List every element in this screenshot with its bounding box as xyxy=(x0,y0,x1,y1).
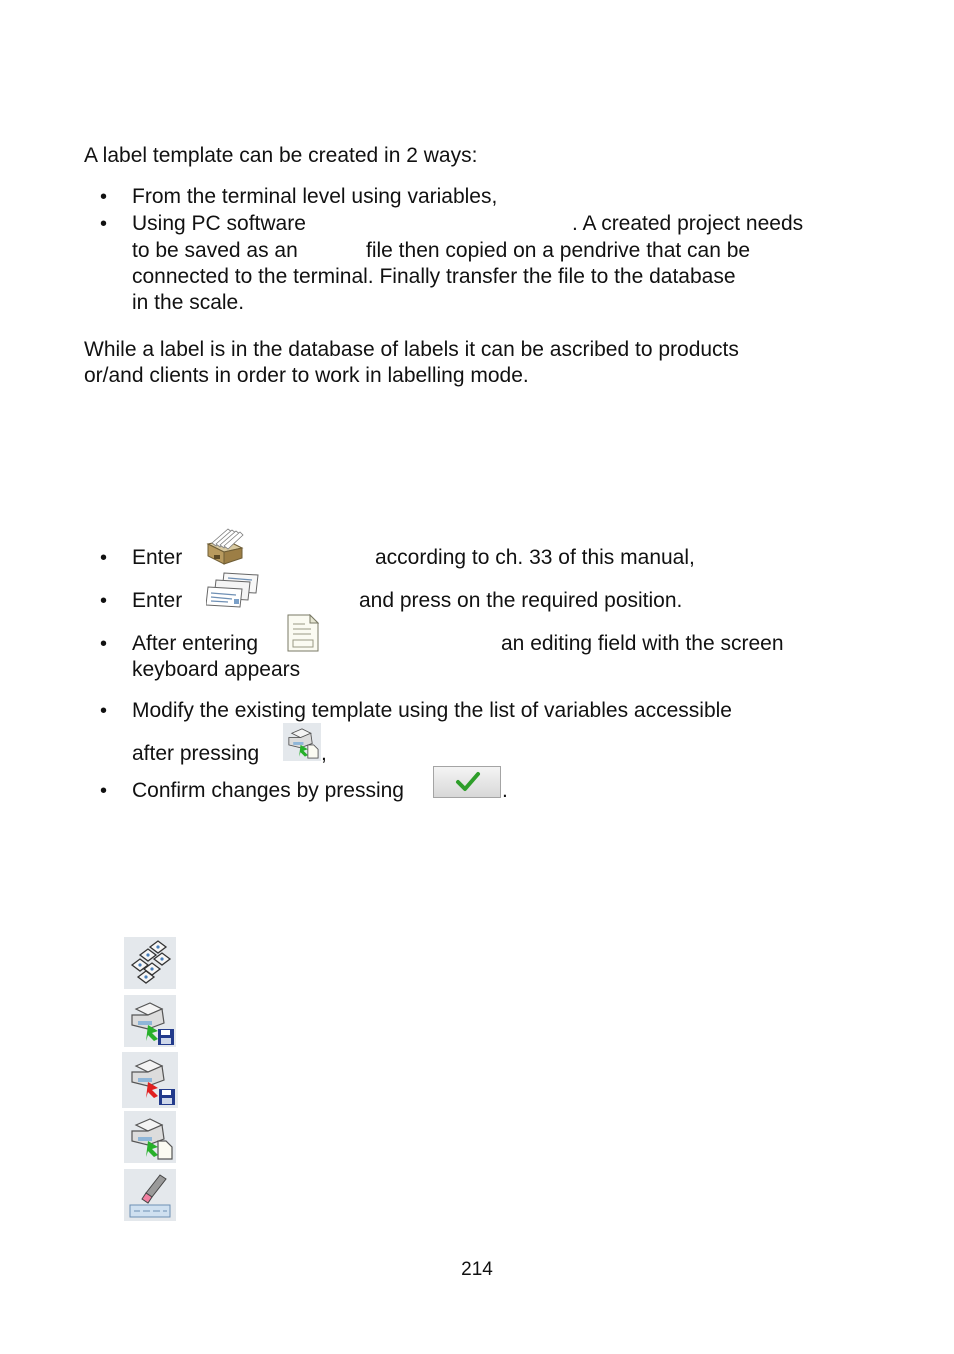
bullet: • xyxy=(100,700,108,722)
checkmark-icon xyxy=(455,771,481,793)
save-to-usb-icon xyxy=(124,995,176,1047)
step3-after: After entering xyxy=(132,632,259,655)
keyboard-icon xyxy=(124,937,176,989)
save-to-usb-icon-tile[interactable] xyxy=(124,995,176,1047)
way-item-pc-line3: connected to the terminal. Finally transfer the file to the database xyxy=(132,265,736,288)
step3-desc: an editing field with the screen xyxy=(501,632,784,655)
bullet: • xyxy=(100,780,108,802)
step5-desc: Confirm changes by pressing xyxy=(132,779,404,802)
way-item-pc: Using PC software xyxy=(132,212,306,235)
way-item-pc-line4: in the scale. xyxy=(132,291,245,314)
labels-icon xyxy=(206,571,262,611)
load-from-usb-icon xyxy=(122,1052,178,1108)
bullet: • xyxy=(100,633,108,655)
database-para-line2: or/and clients in order to work in labelling mode. xyxy=(84,364,529,387)
way-item-pc-cont: . A created project needs xyxy=(572,212,804,235)
way-item-terminal: From the terminal level using variables, xyxy=(132,185,498,208)
bullet: • xyxy=(100,590,108,612)
step4-after-pressing: after pressing xyxy=(132,742,260,765)
way-item-pc-line2a: to be saved as an xyxy=(132,239,298,262)
intro-text: A label template can be created in 2 ways: xyxy=(84,144,478,167)
step1-desc: according to ch. 33 of this manual, xyxy=(375,546,695,569)
bullet: • xyxy=(100,186,108,208)
load-from-usb-icon-tile[interactable] xyxy=(122,1052,178,1108)
step2-enter: Enter xyxy=(132,589,183,612)
way-item-pc-line2b: file then copied on a pendrive that can be xyxy=(366,239,751,262)
database-para-line1: While a label is in the database of labels it can be ascribed to products xyxy=(84,338,739,361)
step2-desc: and press on the required position. xyxy=(359,589,683,612)
step4-desc: Modify the existing template using the list of variables accessible xyxy=(132,699,732,722)
bullet: • xyxy=(100,547,108,569)
eraser-icon-tile[interactable] xyxy=(124,1169,176,1221)
eraser-icon xyxy=(124,1169,176,1221)
confirm-button[interactable] xyxy=(433,766,501,798)
step5-period: . xyxy=(502,779,508,802)
step1-enter: Enter xyxy=(132,546,183,569)
insert-variable-icon-tile[interactable] xyxy=(124,1111,176,1163)
keyboard-icon-tile[interactable] xyxy=(124,937,176,989)
step3-desc-cont: keyboard appears xyxy=(132,658,301,681)
variables-icon xyxy=(283,723,321,761)
insert-variable-icon xyxy=(124,1111,176,1163)
bullet: • xyxy=(100,213,108,235)
template-icon xyxy=(287,614,319,652)
step4-comma: , xyxy=(321,742,327,765)
database-icon xyxy=(204,526,246,568)
page-number: 214 xyxy=(461,1259,493,1280)
